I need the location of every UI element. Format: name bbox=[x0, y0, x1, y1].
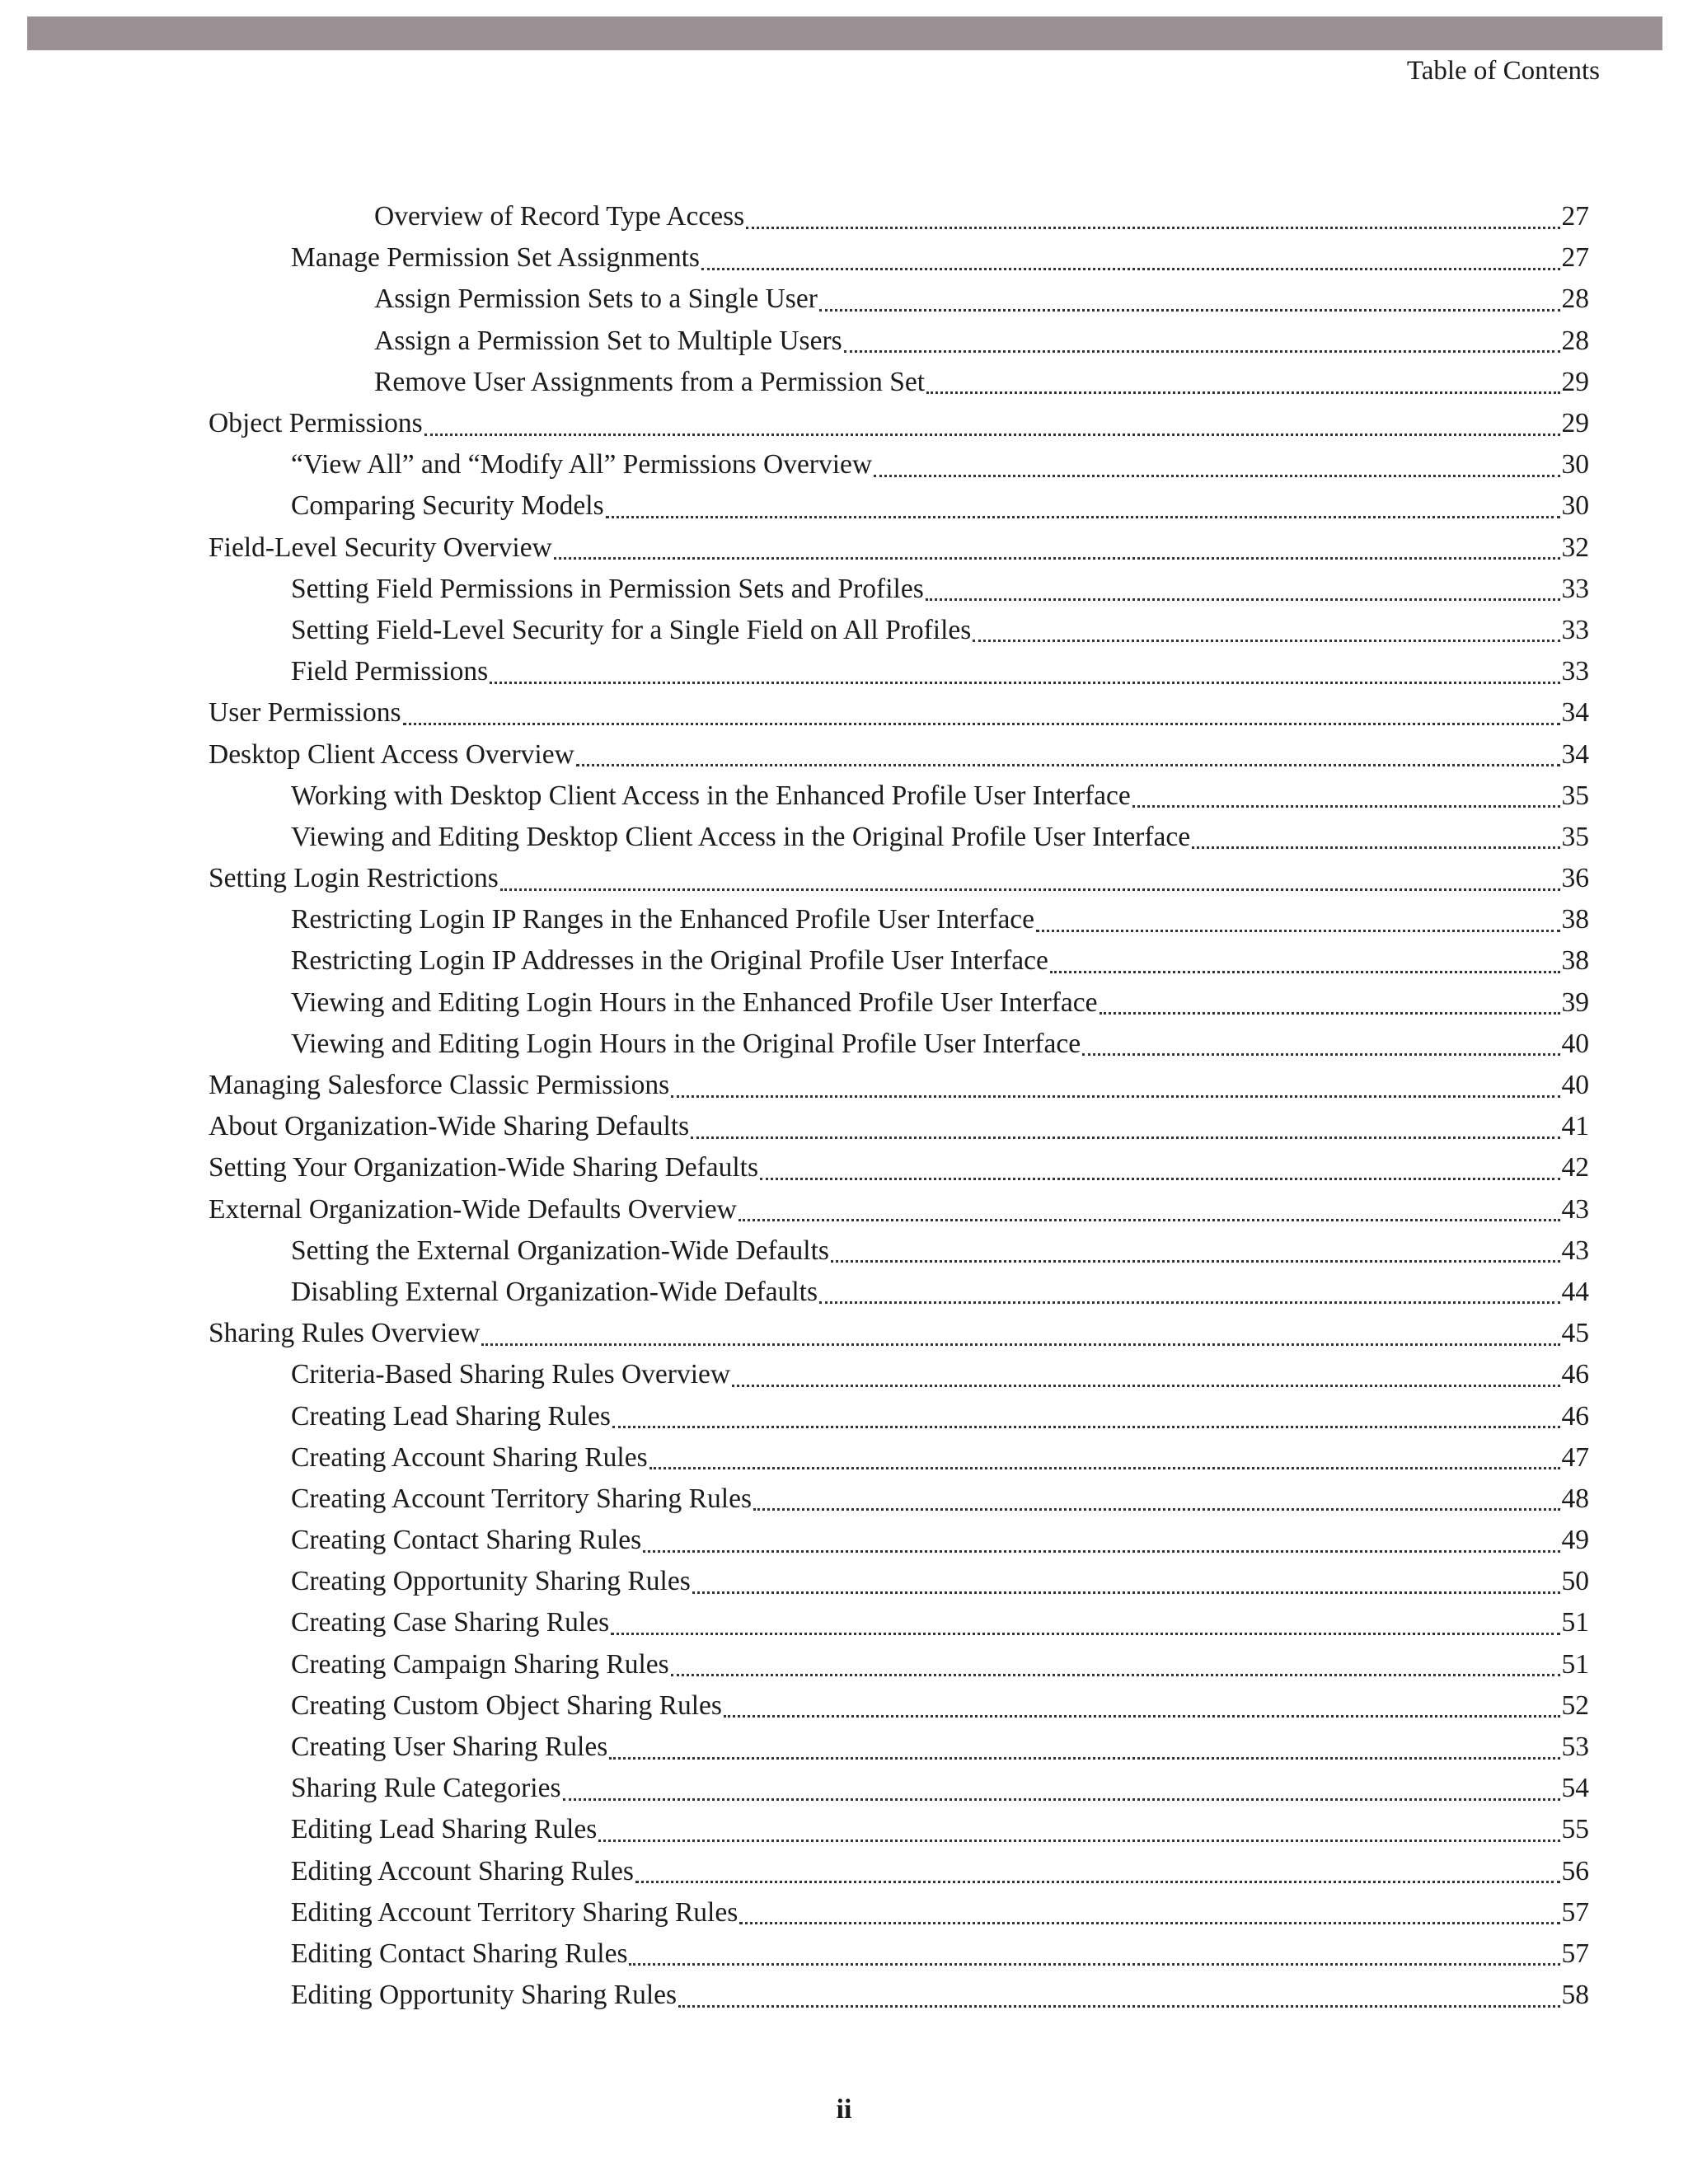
toc-dot-leader bbox=[760, 1166, 1559, 1180]
toc-dot-leader bbox=[831, 1249, 1560, 1263]
toc-entry[interactable] bbox=[0, 1230, 1688, 1272]
toc-entry-title: Creating User Sharing Rules bbox=[291, 1732, 608, 1763]
toc-entry[interactable] bbox=[0, 1437, 1688, 1479]
toc-entry-title: Remove User Assignments from a Permission Set bbox=[374, 366, 926, 397]
toc-dot-leader bbox=[490, 670, 1559, 684]
toc-entry-title: Assign Permission Sets to a Single User bbox=[374, 284, 818, 315]
toc-dot-leader bbox=[732, 1373, 1559, 1387]
toc-entry[interactable] bbox=[0, 1685, 1688, 1727]
toc-entry-title: Creating Opportunity Sharing Rules bbox=[291, 1566, 691, 1597]
toc-entry-page-number: 33 bbox=[1561, 656, 1589, 687]
toc-dot-leader bbox=[1036, 918, 1559, 932]
toc-dot-leader bbox=[692, 1580, 1560, 1594]
toc-entry[interactable] bbox=[0, 1479, 1688, 1520]
toc-entry-title: Creating Lead Sharing Rules bbox=[291, 1400, 611, 1432]
toc-entry[interactable] bbox=[0, 1809, 1688, 1850]
toc-entry-page-number: 32 bbox=[1561, 532, 1589, 563]
toc-entry[interactable] bbox=[0, 733, 1688, 775]
toc-entry-title: Setting Field-Level Security for a Single Field on All Profiles bbox=[291, 614, 972, 645]
toc-entry-page-number: 36 bbox=[1561, 863, 1589, 894]
toc-entry-title: Creating Contact Sharing Rules bbox=[291, 1525, 642, 1556]
toc-entry-title: Restricting Login IP Addresses in the Original Profile User Interface bbox=[291, 945, 1048, 977]
toc-dot-leader bbox=[500, 877, 1560, 891]
toc-entry-title: Manage Permission Set Assignments bbox=[291, 242, 700, 274]
toc-entry[interactable] bbox=[0, 1065, 1688, 1106]
toc-entry-title: Setting Your Organization-Wide Sharing Defaults bbox=[209, 1152, 759, 1183]
toc-entry-page-number: 27 bbox=[1561, 242, 1589, 274]
toc-entry-page-number: 55 bbox=[1561, 1814, 1589, 1845]
toc-dot-leader bbox=[738, 1207, 1560, 1221]
toc-entry[interactable] bbox=[0, 1851, 1688, 1892]
toc-entry-page-number: 30 bbox=[1561, 490, 1589, 522]
toc-entry-page-number: 27 bbox=[1561, 201, 1589, 232]
toc-entry-page-number: 29 bbox=[1561, 366, 1589, 397]
toc-entry-title: Creating Case Sharing Rules bbox=[291, 1607, 610, 1638]
toc-entry-page-number: 38 bbox=[1561, 945, 1589, 977]
toc-entry-title: Sharing Rules Overview bbox=[209, 1318, 481, 1349]
toc-dot-leader bbox=[844, 339, 1560, 353]
toc-dot-leader bbox=[739, 1910, 1559, 1924]
toc-entry-page-number: 53 bbox=[1561, 1732, 1589, 1763]
toc-entry[interactable] bbox=[0, 1147, 1688, 1188]
toc-entry-title: Setting Login Restrictions bbox=[209, 863, 499, 894]
toc-dot-leader bbox=[1050, 959, 1560, 973]
toc-entry[interactable] bbox=[0, 1892, 1688, 1933]
toc-entry[interactable] bbox=[0, 1520, 1688, 1561]
toc-entry[interactable] bbox=[0, 362, 1688, 403]
toc-entry[interactable] bbox=[0, 1768, 1688, 1809]
toc-entry[interactable] bbox=[0, 196, 1688, 237]
toc-dot-leader bbox=[926, 380, 1559, 394]
toc-entry-page-number: 30 bbox=[1561, 449, 1589, 480]
toc-entry-page-number: 47 bbox=[1561, 1441, 1589, 1473]
toc-entry-title: Editing Lead Sharing Rules bbox=[291, 1814, 598, 1845]
toc-dot-leader bbox=[563, 1787, 1560, 1801]
toc-entry[interactable] bbox=[0, 692, 1688, 733]
toc-dot-leader bbox=[598, 1828, 1559, 1842]
toc-entry[interactable] bbox=[0, 651, 1688, 692]
toc-entry-title: Editing Account Sharing Rules bbox=[291, 1855, 634, 1886]
toc-entry-page-number: 29 bbox=[1561, 408, 1589, 439]
toc-dot-leader bbox=[819, 1290, 1560, 1304]
toc-entry-page-number: 48 bbox=[1561, 1483, 1589, 1514]
toc-entry-page-number: 42 bbox=[1561, 1152, 1589, 1183]
toc-dot-leader bbox=[1100, 1001, 1560, 1015]
toc-entry[interactable] bbox=[0, 1106, 1688, 1147]
toc-entry-page-number: 35 bbox=[1561, 821, 1589, 852]
toc-entry-page-number: 51 bbox=[1561, 1648, 1589, 1680]
toc-entry-page-number: 34 bbox=[1561, 697, 1589, 729]
toc-entry[interactable] bbox=[0, 527, 1688, 569]
toc-dot-leader bbox=[973, 628, 1559, 642]
toc-entry-title: Viewing and Editing Login Hours in the Original Profile User Interface bbox=[291, 1028, 1081, 1059]
toc-dot-leader bbox=[678, 1994, 1559, 2008]
toc-dot-leader bbox=[1132, 794, 1560, 808]
toc-entry-title: Editing Account Territory Sharing Rules bbox=[291, 1896, 738, 1928]
toc-entry[interactable] bbox=[0, 940, 1688, 982]
toc-entry-title: Editing Opportunity Sharing Rules bbox=[291, 1980, 678, 2011]
toc-dot-leader bbox=[753, 1497, 1560, 1511]
toc-entry-title: “View All” and “Modify All” Permissions Overview bbox=[291, 449, 873, 480]
toc-entry-title: External Organization-Wide Defaults Overview bbox=[209, 1193, 737, 1225]
toc-entry[interactable] bbox=[0, 776, 1688, 817]
toc-entry-title: Desktop Client Access Overview bbox=[209, 738, 574, 770]
toc-dot-leader bbox=[611, 1621, 1559, 1635]
toc-dot-leader bbox=[671, 1084, 1559, 1098]
toc-entry-page-number: 46 bbox=[1561, 1400, 1589, 1432]
toc-entry[interactable] bbox=[0, 1933, 1688, 1975]
toc-entry-page-number: 35 bbox=[1561, 780, 1589, 811]
toc-dot-leader bbox=[926, 587, 1560, 601]
toc-entry-title: Creating Campaign Sharing Rules bbox=[291, 1648, 669, 1680]
toc-entry[interactable] bbox=[0, 321, 1688, 362]
toc-entry-title: Comparing Security Models bbox=[291, 490, 604, 522]
toc-dot-leader bbox=[649, 1455, 1560, 1469]
toc-entry-page-number: 41 bbox=[1561, 1111, 1589, 1142]
table-of-contents bbox=[0, 196, 1688, 2016]
toc-entry-page-number: 28 bbox=[1561, 284, 1589, 315]
toc-entry-title: About Organization-Wide Sharing Defaults bbox=[209, 1111, 690, 1142]
toc-entry-page-number: 58 bbox=[1561, 1980, 1589, 2011]
toc-entry[interactable] bbox=[0, 1975, 1688, 2016]
toc-dot-leader bbox=[612, 1414, 1560, 1428]
toc-entry-page-number: 51 bbox=[1561, 1607, 1589, 1638]
toc-entry-title: Restricting Login IP Ranges in the Enhanced Profile User Interface bbox=[291, 904, 1035, 935]
toc-entry[interactable] bbox=[0, 1561, 1688, 1602]
toc-dot-leader bbox=[629, 1952, 1559, 1966]
toc-entry[interactable] bbox=[0, 279, 1688, 320]
toc-dot-leader bbox=[635, 1869, 1560, 1883]
toc-entry[interactable] bbox=[0, 444, 1688, 485]
toc-dot-leader bbox=[606, 504, 1560, 518]
toc-dot-leader bbox=[576, 752, 1560, 766]
toc-entry-title: Field-Level Security Overview bbox=[209, 532, 552, 563]
toc-entry[interactable] bbox=[0, 403, 1688, 444]
toc-entry[interactable] bbox=[0, 817, 1688, 858]
toc-entry-page-number: 45 bbox=[1561, 1318, 1589, 1349]
toc-dot-leader bbox=[554, 546, 1560, 560]
toc-entry-title: Setting the External Organization-Wide Defaults bbox=[291, 1235, 829, 1266]
toc-dot-leader bbox=[874, 463, 1559, 477]
toc-dot-leader bbox=[691, 1125, 1559, 1139]
toc-entry-page-number: 52 bbox=[1561, 1690, 1589, 1721]
toc-entry[interactable] bbox=[0, 569, 1688, 610]
header-bar bbox=[27, 16, 1662, 50]
toc-entry-page-number: 46 bbox=[1561, 1359, 1589, 1390]
toc-entry-page-number: 39 bbox=[1561, 987, 1589, 1018]
toc-entry-title: Criteria-Based Sharing Rules Overview bbox=[291, 1359, 731, 1390]
toc-entry[interactable] bbox=[0, 1354, 1688, 1395]
toc-entry-title: Sharing Rule Categories bbox=[291, 1773, 561, 1804]
toc-entry-page-number: 33 bbox=[1561, 573, 1589, 604]
running-header: Table of Contents bbox=[1406, 56, 1600, 86]
toc-entry-page-number: 33 bbox=[1561, 614, 1589, 645]
toc-entry-page-number: 57 bbox=[1561, 1896, 1589, 1928]
toc-entry-page-number: 44 bbox=[1561, 1276, 1589, 1307]
toc-dot-leader bbox=[424, 422, 1560, 436]
toc-entry[interactable] bbox=[0, 1189, 1688, 1230]
toc-dot-leader bbox=[1192, 835, 1559, 849]
toc-entry-page-number: 57 bbox=[1561, 1938, 1589, 1969]
toc-dot-leader bbox=[481, 1332, 1559, 1346]
toc-entry-title: Creating Custom Object Sharing Rules bbox=[291, 1690, 722, 1721]
toc-entry-page-number: 38 bbox=[1561, 904, 1589, 935]
toc-entry-page-number: 43 bbox=[1561, 1235, 1589, 1266]
toc-entry-page-number: 49 bbox=[1561, 1525, 1589, 1556]
toc-entry[interactable] bbox=[0, 899, 1688, 940]
toc-entry[interactable] bbox=[0, 1395, 1688, 1436]
toc-entry-title: Assign a Permission Set to Multiple Users bbox=[374, 325, 842, 356]
toc-entry-page-number: 56 bbox=[1561, 1855, 1589, 1886]
toc-entry-title: Object Permissions bbox=[209, 408, 423, 439]
toc-entry-title: Managing Salesforce Classic Permissions bbox=[209, 1070, 670, 1101]
toc-dot-leader bbox=[403, 711, 1560, 725]
toc-entry[interactable] bbox=[0, 610, 1688, 651]
toc-dot-leader bbox=[671, 1662, 1560, 1676]
toc-entry-title: Editing Contact Sharing Rules bbox=[291, 1938, 628, 1969]
toc-dot-leader bbox=[643, 1539, 1559, 1553]
toc-entry[interactable] bbox=[0, 1602, 1688, 1643]
toc-entry[interactable] bbox=[0, 1727, 1688, 1768]
toc-entry-title: Overview of Record Type Access bbox=[374, 201, 745, 232]
toc-entry-title: Viewing and Editing Desktop Client Access in the Original Profile User Interface bbox=[291, 821, 1191, 852]
toc-dot-leader bbox=[746, 215, 1559, 229]
toc-entry-title: Field Permissions bbox=[291, 656, 489, 687]
toc-entry-page-number: 40 bbox=[1561, 1028, 1589, 1059]
toc-entry-page-number: 50 bbox=[1561, 1566, 1589, 1597]
toc-entry[interactable] bbox=[0, 858, 1688, 899]
toc-entry-title: User Permissions bbox=[209, 697, 401, 729]
page-number: ii bbox=[836, 2094, 852, 2125]
toc-entry[interactable] bbox=[0, 237, 1688, 279]
toc-entry-page-number: 40 bbox=[1561, 1070, 1589, 1101]
toc-entry-page-number: 54 bbox=[1561, 1773, 1589, 1804]
toc-dot-leader bbox=[701, 256, 1560, 270]
toc-entry-title: Creating Account Territory Sharing Rules bbox=[291, 1483, 752, 1514]
toc-dot-leader bbox=[819, 298, 1560, 312]
toc-entry[interactable] bbox=[0, 1313, 1688, 1354]
toc-entry-title: Working with Desktop Client Access in the Enhanced Profile User Interface bbox=[291, 780, 1131, 811]
toc-entry-page-number: 43 bbox=[1561, 1193, 1589, 1225]
toc-entry[interactable] bbox=[0, 485, 1688, 527]
toc-entry-page-number: 34 bbox=[1561, 738, 1589, 770]
toc-entry[interactable] bbox=[0, 1024, 1688, 1065]
toc-entry-title: Disabling External Organization-Wide Defaults bbox=[291, 1276, 818, 1307]
toc-entry[interactable] bbox=[0, 1272, 1688, 1313]
toc-entry-title: Viewing and Editing Login Hours in the Enhanced Profile User Interface bbox=[291, 987, 1098, 1018]
toc-entry[interactable] bbox=[0, 982, 1688, 1024]
toc-dot-leader bbox=[724, 1704, 1560, 1718]
toc-dot-leader bbox=[609, 1746, 1559, 1760]
toc-dot-leader bbox=[1082, 1042, 1559, 1056]
toc-entry-title: Setting Field Permissions in Permission Sets and Profiles bbox=[291, 573, 924, 604]
toc-entry[interactable] bbox=[0, 1644, 1688, 1685]
toc-entry-page-number: 28 bbox=[1561, 325, 1589, 356]
toc-entry-title: Creating Account Sharing Rules bbox=[291, 1441, 648, 1473]
